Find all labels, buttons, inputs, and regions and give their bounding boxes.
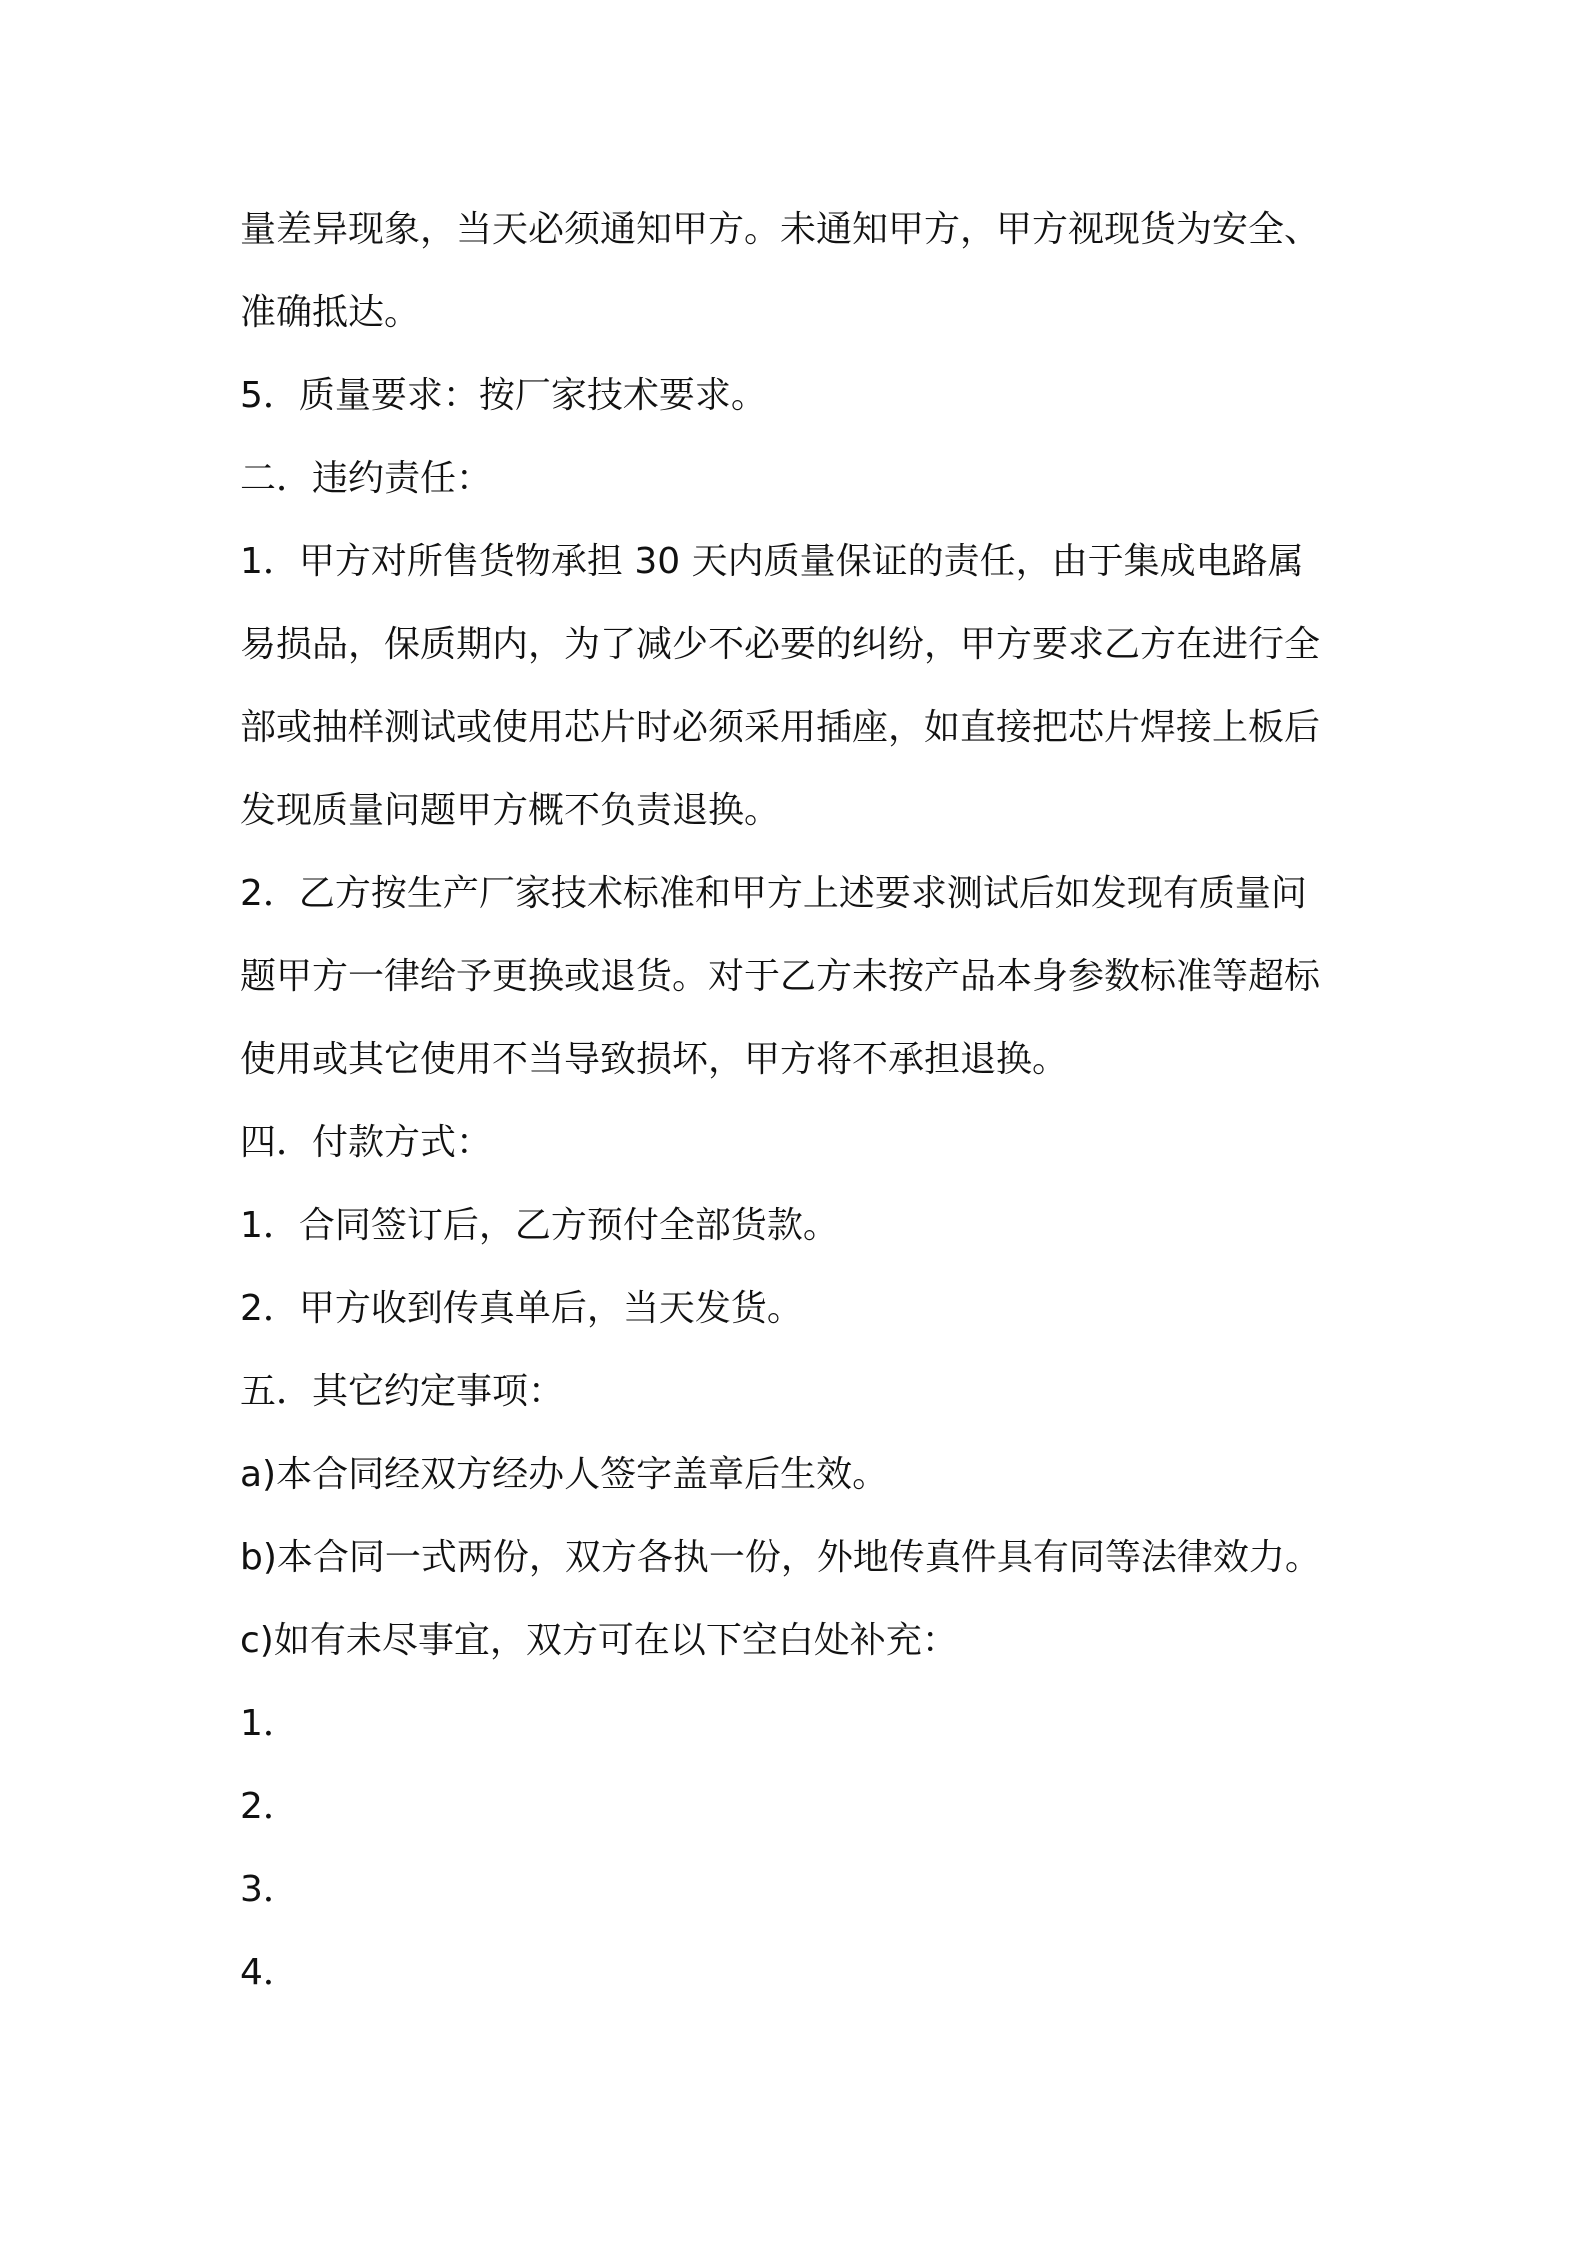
text-line: 使用或其它使用不当导致损坏，甲方将不承担退换。 [240,1039,1069,1080]
text-line: 1．甲方对所售货物承担 30 天内质量保证的责任，由于集成电路属 [240,541,1304,582]
text-line: 部或抽样测试或使用芯片时必须采用插座，如直接把芯片焊接上板后 [240,707,1321,748]
clause-quality-requirement: 5．质量要求：按厂家技术要求。 [240,375,767,416]
text-line: 易损品，保质期内，为了减少不必要的纠纷，甲方要求乙方在进行全 [240,624,1321,665]
text-line: b)本合同一式两份，双方各执一份，外地传真件具有同等法律效力。 [240,1537,1321,1578]
text-line: 发现质量问题甲方概不负责退换。 [240,790,781,831]
section-heading-breach-liability: 二．违约责任： [240,458,493,499]
text-line: 1．合同签订后，乙方预付全部货款。 [240,1205,839,1246]
text-line: 量差异现象，当天必须通知甲方。未通知甲方，甲方视现货为安全、 [240,209,1321,250]
blank-item: 4． [240,1952,299,1993]
text-line: a)本合同经双方经办人签字盖章后生效。 [240,1454,889,1495]
blank-item: 2． [240,1786,299,1827]
text-line: 2．甲方收到传真单后，当天发货。 [240,1288,803,1329]
text-line: 2．乙方按生产厂家技术标准和甲方上述要求测试后如发现有质量问 [240,873,1307,914]
section-heading-other-terms: 五．其它约定事项： [240,1371,565,1412]
text-line: 准确抵达。 [240,292,421,333]
text-line: c)如有未尽事宜，双方可在以下空白处补充： [240,1620,958,1661]
blank-item: 1． [240,1703,299,1744]
text-line: 题甲方一律给予更换或退货。对于乙方未按产品本身参数标准等超标 [240,956,1321,997]
blank-item: 3． [240,1869,299,1910]
section-heading-payment-method: 四．付款方式： [240,1122,493,1163]
